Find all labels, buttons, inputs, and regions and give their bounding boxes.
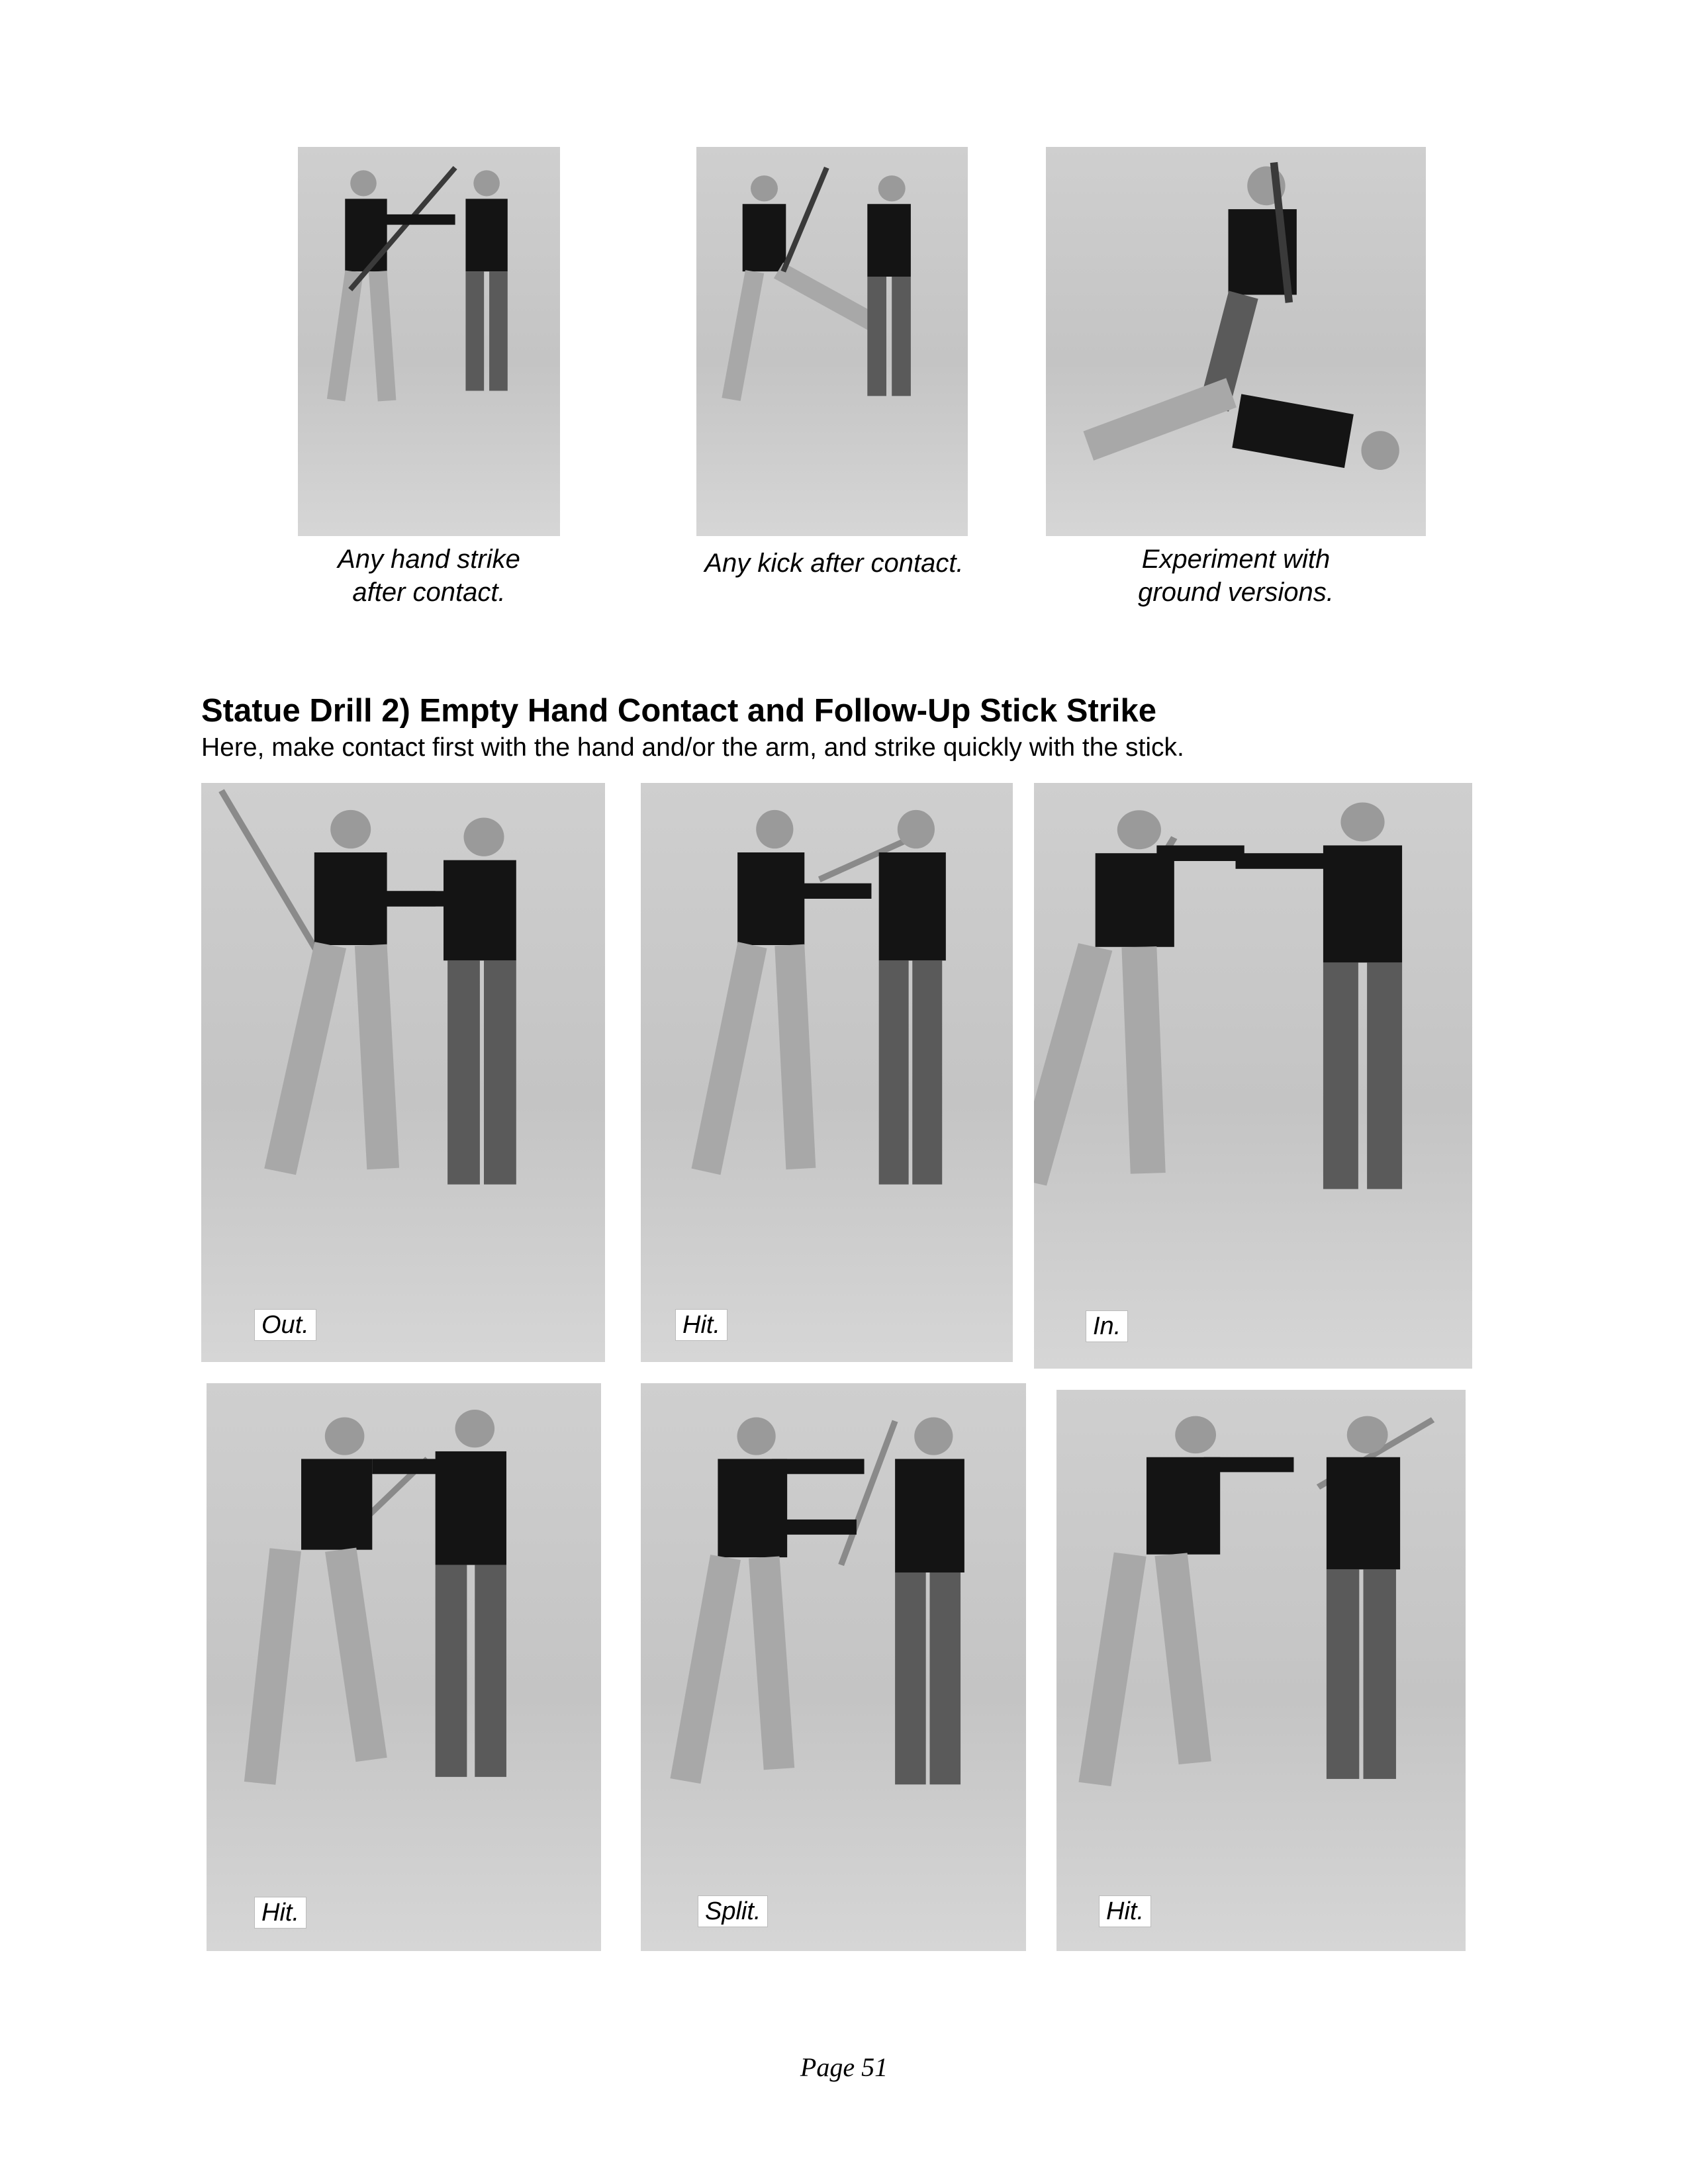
sequence-photo-hit-3 (1056, 1390, 1466, 1951)
sequence-label-in: In. (1086, 1310, 1128, 1342)
photo-ground-figures (1046, 147, 1426, 536)
sequence-label-hit-1: Hit. (675, 1309, 727, 1341)
sequence-label-hit-2: Hit. (254, 1897, 306, 1929)
section-intro: Here, make contact first with the hand and/or the arm, and strike quickly with the stick. (201, 733, 1184, 762)
sequence-photo-out (201, 783, 605, 1362)
section-title: Statue Drill 2) Empty Hand Contact and Follow-Up Stick Strike (201, 693, 1156, 729)
caption-hand-strike: Any hand strike after contact. (338, 545, 520, 607)
photo-hand-strike (298, 147, 560, 536)
sequence-photo-hit-3-figures (1056, 1390, 1466, 1951)
sequence-label-out: Out. (254, 1309, 316, 1341)
page-number: Page 51 (800, 2052, 888, 2082)
sequence-photo-hit-1-figures (641, 783, 1013, 1362)
sequence-photo-hit-1 (641, 783, 1013, 1362)
sequence-label-split: Split. (698, 1895, 768, 1927)
sequence-photo-in-figures (1034, 783, 1472, 1369)
caption-kick: Any kick after contact. (704, 549, 964, 578)
sequence-label-hit-3: Hit. (1099, 1895, 1151, 1927)
sequence-photo-out-figures (201, 783, 605, 1362)
photo-ground (1046, 147, 1426, 536)
caption-ground: Experiment with ground versions. (1138, 545, 1334, 607)
sequence-photo-hit-2-figures (207, 1383, 601, 1951)
sequence-photo-split-figures (641, 1383, 1026, 1951)
sequence-photo-split (641, 1383, 1026, 1951)
photo-hand-strike-figures (298, 147, 560, 536)
photo-kick (696, 147, 968, 536)
photo-kick-figures (696, 147, 968, 536)
sequence-photo-in (1034, 783, 1472, 1369)
sequence-photo-hit-2 (207, 1383, 601, 1951)
